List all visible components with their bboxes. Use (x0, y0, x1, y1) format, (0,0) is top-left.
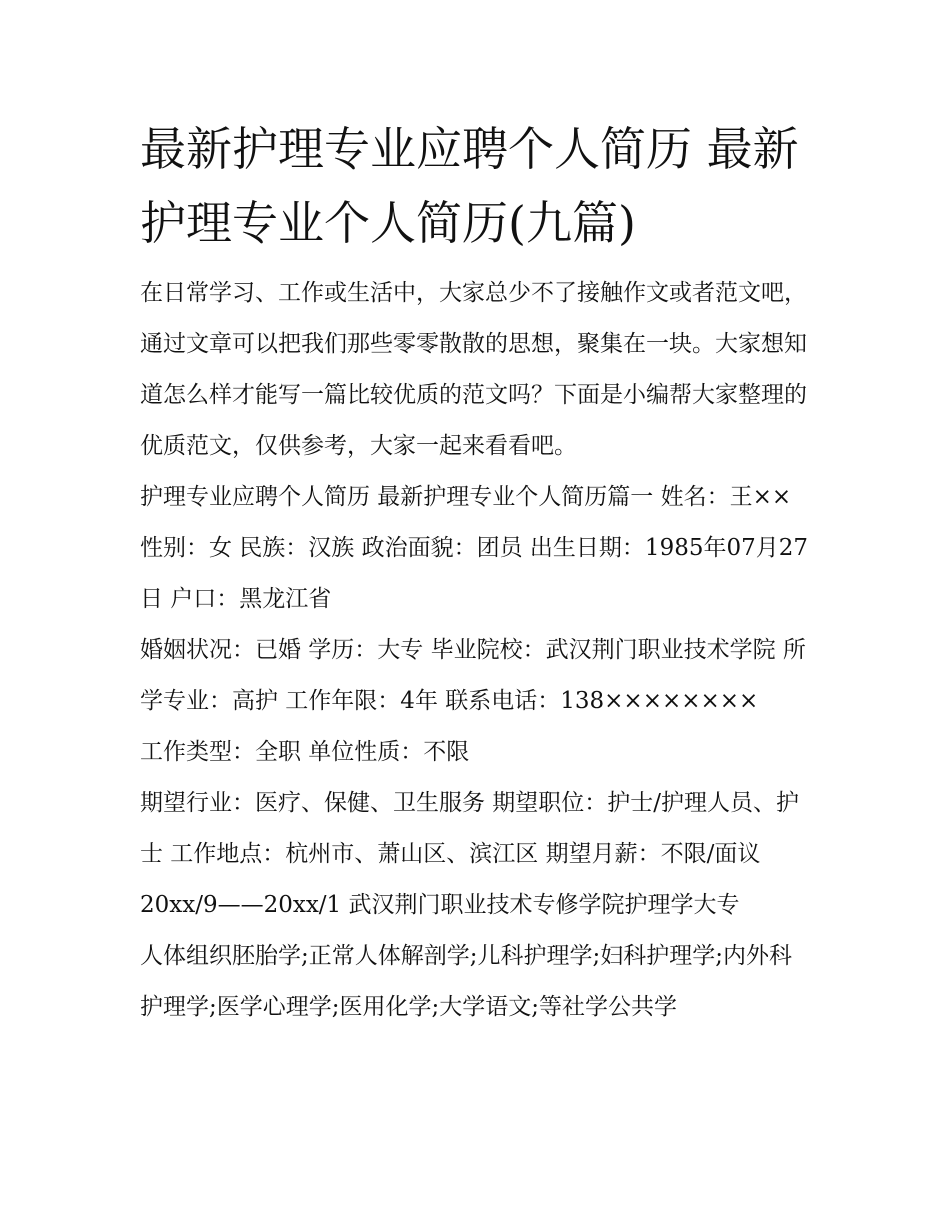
document-title: 最新护理专业应聘个人简历 最新护理专业个人简历(九篇) (140, 122, 799, 250)
document-body (140, 268, 810, 1033)
paragraph-courses: 人体组织胚胎学;正常人体解剖学;儿科护理学;妇科护理学;内外科护理学;医学心理学;医用化学;大学语文;等社学公共学 (140, 943, 792, 1020)
paragraph-personal-info: 护理专业应聘个人简历 最新护理专业个人简历篇一 姓名：王×× 性别：女 民族：汉族 政治面貌：团员 出生日期：1985年07月27日 户口：黑龙江省 (140, 484, 808, 612)
paragraph-job-expectation: 期望行业：医疗、保健、卫生服务 期望职位：护士/护理人员、护士 工作地点：杭州市、萧山区、滨江区 期望月薪：不限/面议 (140, 790, 800, 867)
paragraph-job-type: 工作类型：全职 单位性质：不限 (140, 739, 470, 765)
paragraph-education-contact: 婚姻状况：已婚 学历：大专 毕业院校：武汉荆门职业技术学院 所学专业：高护 工作年限：4年 联系电话：138×××××××× (140, 637, 806, 714)
paragraph-education-period: 20xx/9——20xx/1 武汉荆门职业技术专修学院护理学大专 (140, 892, 740, 918)
paragraph-intro: 在日常学习、工作或生活中，大家总少不了接触作文或者范文吧，通过文章可以把我们那些零零散散的思想，聚集在一块。大家想知道怎么样才能写一篇比较优质的范文吗？下面是小编帮大家整理的优质范文，仅供参考，大家一起来看看吧。 (140, 280, 807, 459)
